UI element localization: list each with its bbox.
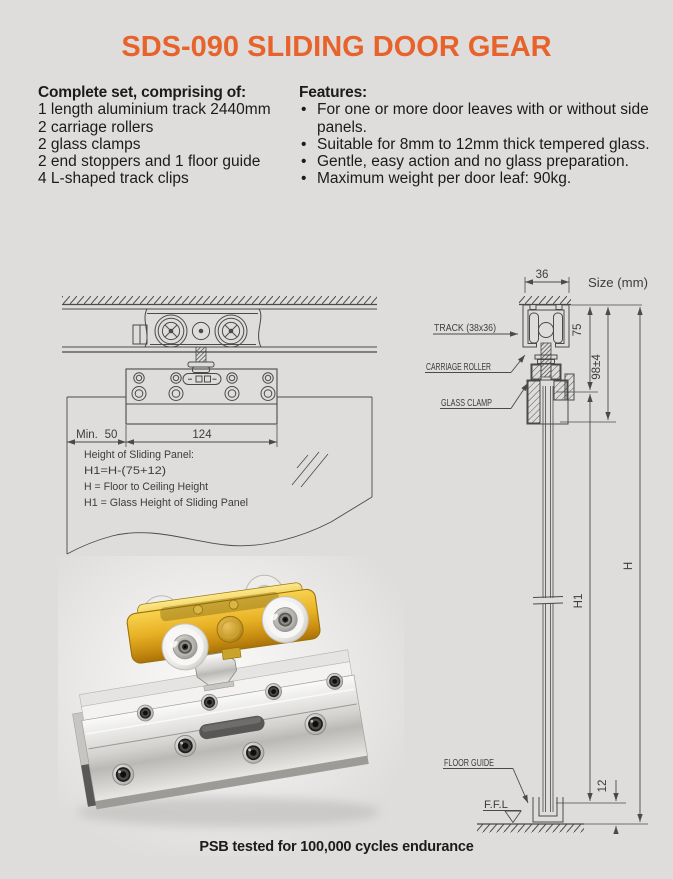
formula-line: H1=H-(75+12) [84, 465, 167, 477]
left-diagram [62, 296, 377, 554]
carriage-roller-side-view [133, 309, 261, 373]
complete-set-item: 1 length aluminium track 2440mm [38, 101, 271, 119]
page-title: SDS-090 SLIDING DOOR GEAR [121, 31, 552, 63]
dim-12: 12 [597, 779, 609, 793]
bullet-icon: • [301, 135, 307, 153]
complete-set-heading: Complete set, comprising of: [38, 84, 246, 101]
features-heading: Features: [299, 84, 367, 101]
ceiling-hatch [62, 296, 377, 304]
complete-set-item: 2 end stoppers and 1 floor guide [38, 153, 261, 171]
clamp-bolt-icon [132, 373, 275, 401]
svg-text:F.F.L: F.F.L [484, 799, 508, 811]
track-cross-section [523, 305, 569, 347]
roller-wheel-icon [215, 315, 247, 347]
size-units-label: Size (mm) [588, 276, 648, 290]
svg-text:FLOOR GUIDE: FLOOR GUIDE [444, 757, 494, 769]
dim-min-label: Min. [76, 429, 98, 441]
dim-h1: H1 [573, 593, 585, 609]
label-floor-guide [443, 757, 528, 803]
glass-clamp-side-view [126, 369, 277, 424]
dim-98: 98±4 [591, 354, 603, 380]
left-dimensions [67, 425, 277, 447]
footer-note: PSB tested for 100,000 cycles endurance [199, 839, 474, 855]
feature-item: • Gentle, easy action and no glass preparation. [301, 153, 629, 171]
bullet-icon: • [301, 153, 307, 171]
svg-text:GLASS CLAMP: GLASS CLAMP [441, 397, 492, 409]
complete-set-item: 4 L-shaped track clips [38, 170, 189, 188]
feature-item: • For one or more door leaves with or without side panels. [301, 101, 649, 136]
feature-item: • Maximum weight per door leaf: 90kg. [301, 170, 572, 188]
dim-36 [525, 269, 569, 293]
dim-75: 75 [572, 323, 584, 337]
glass-symbol-icon [292, 452, 328, 487]
svg-text:CARRIAGE ROLLER: CARRIAGE ROLLER [426, 361, 492, 373]
formula-line: Height of Sliding Panel: [84, 449, 194, 461]
ceiling-hatch [519, 296, 571, 304]
right-diagram [425, 269, 648, 834]
floor-hatch [477, 825, 584, 833]
product-photo [58, 556, 404, 856]
label-glass-clamp [440, 383, 528, 409]
formula-line: H1 = Glass Height of Sliding Panel [84, 497, 248, 509]
bullet-icon: • [301, 170, 307, 188]
bullet-icon: • [301, 101, 307, 119]
glass-panel-section [533, 386, 563, 812]
feature-item: • Suitable for 8mm to 12mm thick tempered glass. [301, 135, 650, 153]
height-formula [84, 449, 248, 509]
dim-min-value: 50 [104, 429, 118, 441]
complete-set-item: 2 glass clamps [38, 135, 141, 153]
dim-124: 124 [192, 429, 212, 441]
level-triangle-icon [505, 811, 521, 823]
dim-h: H [623, 561, 635, 571]
complete-set-item: 2 carriage rollers [38, 118, 154, 136]
svg-text:36: 36 [535, 269, 549, 281]
label-ffl [483, 799, 521, 823]
formula-line: H = Floor to Ceiling Height [84, 481, 209, 493]
roller-wheel-icon [155, 315, 187, 347]
floor-guide-section [533, 797, 563, 822]
label-carriage-roller [425, 355, 525, 373]
label-track [433, 322, 518, 334]
svg-text:TRACK (38x36): TRACK (38x36) [434, 322, 496, 334]
